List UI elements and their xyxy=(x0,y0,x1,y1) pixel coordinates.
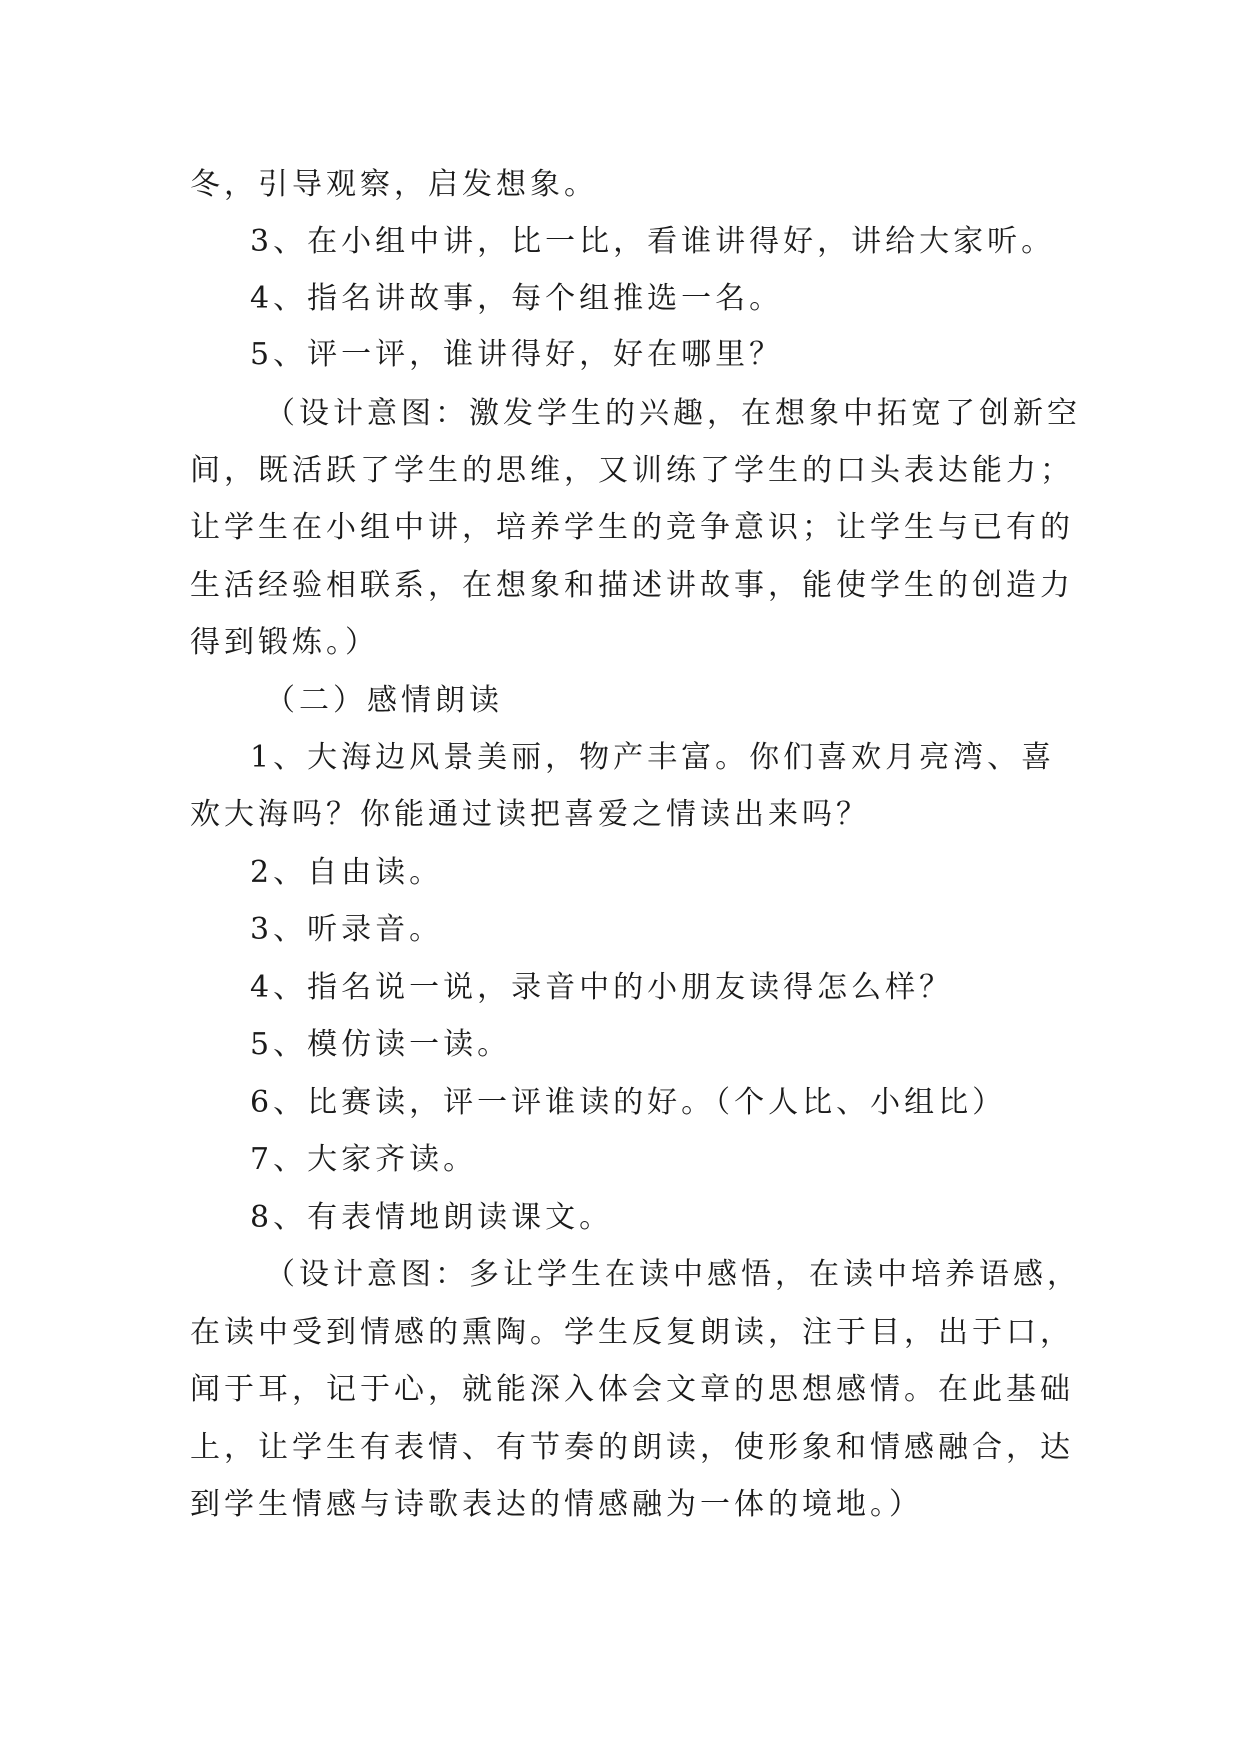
list-item: 4、指名说一说，录音中的小朋友读得怎么样？ xyxy=(250,970,954,1005)
text-line: 欢大海吗？你能通过读把喜爱之情读出来吗？ xyxy=(190,797,870,832)
list-item: 5、模仿读一读。 xyxy=(250,1027,512,1062)
design-intent-paragraph-line: 上，让学生有表情、有节奏的朗读，使形象和情感融合，达 xyxy=(190,1430,1074,1465)
design-intent-paragraph-line: 生活经验相联系，在想象和描述讲故事，能使学生的创造力 xyxy=(190,568,1074,603)
list-item: 3、在小组中讲，比一比，看谁讲得好，讲给大家听。 xyxy=(250,224,1056,259)
list-item: 1、大海边风景美丽，物产丰富。你们喜欢月亮湾、喜 xyxy=(250,740,1056,775)
design-intent-paragraph-line: 让学生在小组中讲，培养学生的竞争意识；让学生与已有的 xyxy=(190,510,1074,545)
list-item: 6、比赛读，评一评谁读的好。（个人比、小组比） xyxy=(250,1085,1007,1120)
list-item: 7、大家齐读。 xyxy=(250,1142,478,1177)
design-intent-paragraph-line: （设计意图：激发学生的兴趣，在想象中拓宽了创新空 xyxy=(265,396,1081,431)
design-intent-paragraph-line: 闻于耳，记于心，就能深入体会文章的思想感情。在此基础 xyxy=(190,1372,1074,1407)
design-intent-paragraph-line: 在读中受到情感的熏陶。学生反复朗读，注于目，出于口， xyxy=(190,1315,1074,1350)
list-item: 3、听录音。 xyxy=(250,912,444,947)
list-item: 8、有表情地朗读课文。 xyxy=(250,1200,614,1235)
design-intent-paragraph-line: 得到锻炼。） xyxy=(190,625,379,660)
design-intent-paragraph-line: （设计意图：多让学生在读中感悟，在读中培养语感， xyxy=(265,1257,1081,1292)
list-item: 2、自由读。 xyxy=(250,855,444,890)
design-intent-paragraph-line: 间，既活跃了学生的思维，又训练了学生的口头表达能力； xyxy=(190,453,1074,488)
list-item: 5、评一评，谁讲得好，好在哪里？ xyxy=(250,337,784,372)
design-intent-paragraph-line: 到学生情感与诗歌表达的情感融为一体的境地。） xyxy=(190,1487,923,1522)
list-item: 4、指名讲故事，每个组推选一名。 xyxy=(250,281,784,316)
section-heading: （二）感情朗读 xyxy=(265,683,503,718)
text-line: 冬，引导观察，启发想象。 xyxy=(190,167,598,202)
